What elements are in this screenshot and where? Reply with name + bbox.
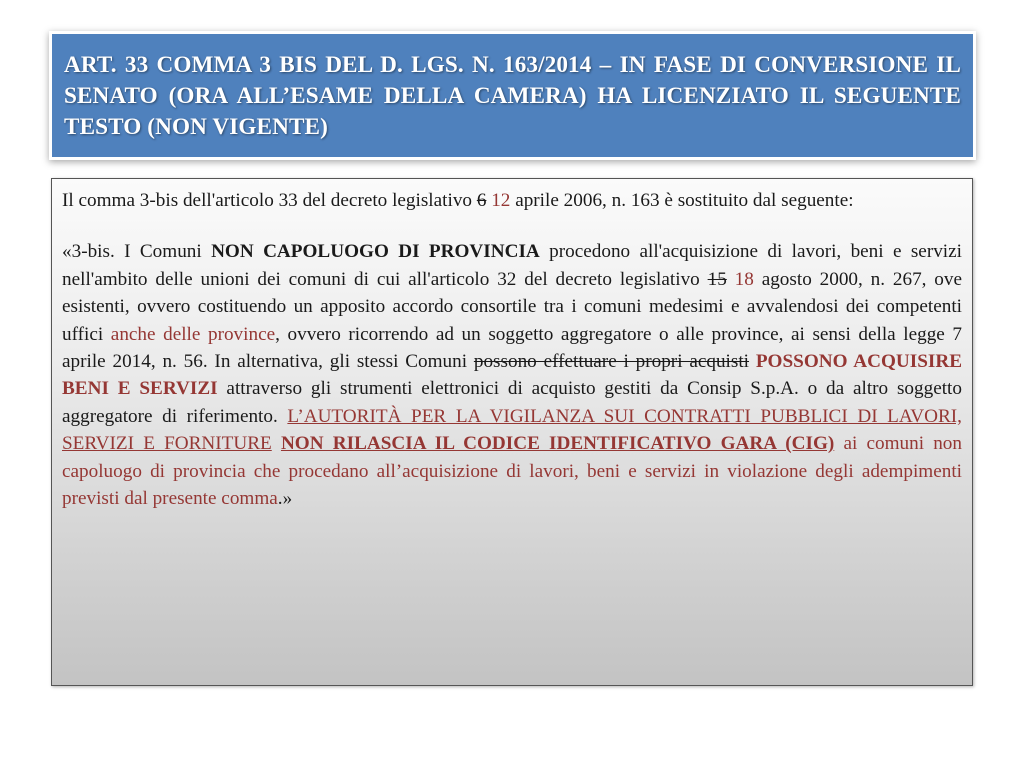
amend-text-3: agosto 2000, n. 267, ove esistenti, ovvero costituendo un apposito accordo consortile tra i comuni medesimi e avvalendosi dei competenti uffici bbox=[62, 268, 963, 345]
intro-paragraph bbox=[62, 187, 962, 214]
amend-text-1: «3-bis. I Comuni bbox=[62, 241, 212, 263]
slide-title-box bbox=[52, 34, 973, 157]
slide-title: ART. 33 COMMA 3 BIS DEL D. LGS. N. 163/2014 – IN FASE DI CONVERSIONE IL SENATO (ORA ALL’ESAME DELLA CAMERA) HA LICENZIATO IL SEGUENTE TESTO (NON VIGENTE) bbox=[64, 52, 961, 140]
inserted-text-province: anche delle province bbox=[110, 323, 276, 345]
new-day: 12 bbox=[491, 190, 511, 211]
inserted-text-autorita: L’AUTORITÀ PER LA VIGILANZA SUI CONTRATTI PUBBLICI DI LAVORI, SERVIZI E FORNITURE bbox=[62, 405, 962, 455]
amend-text-end: .» bbox=[277, 488, 293, 510]
struck-text-acquisti: possono effettuare i propri acquisti bbox=[473, 351, 750, 373]
emphasis-non-capoluogo: NON CAPOLUOGO DI PROVINCIA bbox=[211, 241, 540, 263]
struck-day: 6 bbox=[476, 190, 487, 211]
inserted-text-possono: POSSONO ACQUISIRE BENI E SERVIZI bbox=[62, 351, 963, 400]
intro-text-2: aprile 2006, n. 163 è sostituito dal seguente: bbox=[510, 190, 854, 211]
amended-text-paragraph bbox=[62, 238, 962, 512]
amend-text-4: , ovvero ricorrendo ad un soggetto aggregatore o alle province, ai sensi della legge 7 aprile 2014, n. 56. In alternativa, gli stessi Comuni bbox=[62, 323, 962, 373]
intro-text-1: Il comma 3-bis dell'articolo 33 del decreto legislativo bbox=[62, 190, 477, 211]
new-day: 18 bbox=[734, 268, 754, 290]
inserted-text-tail: ai comuni non capoluogo di provincia che procedano all’acquisizione di lavori, beni e servizi in violazione degli adempimenti previsti dal presente comma bbox=[62, 433, 962, 510]
struck-day: 15 bbox=[707, 268, 727, 290]
slide-body bbox=[51, 178, 973, 686]
amend-text-2: procedono all'acquisizione di lavori, beni e servizi nell'ambito delle unioni dei comuni di cui all'articolo 32 del decreto legislativo bbox=[62, 241, 962, 290]
amend-text-5: attraverso gli strumenti elettronici di acquisto gestiti da Consip S.p.A. o da altro soggetto aggregatore di riferimento. bbox=[62, 378, 962, 427]
inserted-text-cig: NON RILASCIA IL CODICE IDENTIFICATIVO GARA (CIG) bbox=[280, 433, 835, 455]
